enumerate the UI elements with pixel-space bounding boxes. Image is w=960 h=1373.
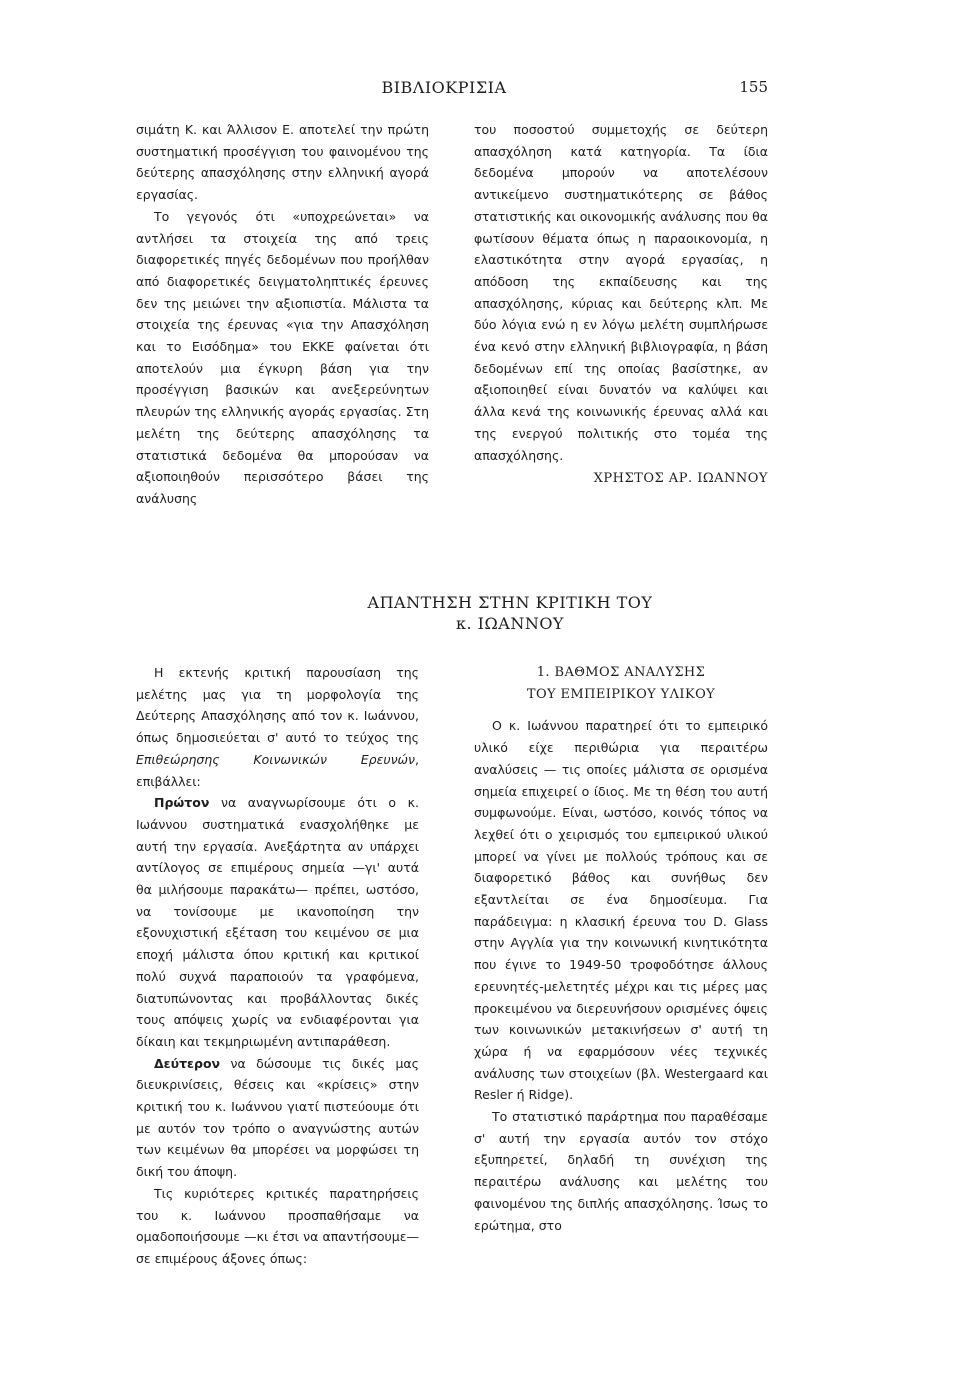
section-1-paragraph-2: Το στατιστικό παράρτημα που παραθέσαμε σ' αυτή την εργασία αυτόν τον στόχο εξυπηρετεί, δηλαδή τη συνέχιση της περαιτέρω ανάλυσης και μελέτης του φαινομένου της διπλής απασχόλησης. Ίσως το ερώτημα, στο [474, 1109, 768, 1233]
reply-paragraph-3 [136, 1053, 419, 1183]
reply-paragraph-1-text: Η εκτενής κριτική παρουσίαση της μελέτης μας για τη μορφολογία της Δεύτερης Απασχόλησης από τον κ. Ιωάννου, όπως δημοσιεύεται σ' αυτό το τεύχος της [136, 665, 419, 746]
reply-title [180, 592, 840, 634]
second-point-label: Δεύτερον [154, 1055, 221, 1071]
reply-title-line-1: ΑΠΑΝΤΗΣΗ ΣΤΗΝ ΚΡΙΤΙΚΗ ΤΟΥ [367, 593, 653, 612]
review-paragraph-2: Το γεγονός ότι «υποχρεώνεται» να αντλήσει τα στοιχεία της από τρεις διαφορετικές πηγές δεδομένων που προήλθαν από διαφορετικές δειγματοληπτικές έρευνες δεν της μειώνει την αξιοπιστία. Μάλιστα τα στοιχεία της έρευνας «για την Απασχόληση και το Εισόδημα» του ΕΚΚΕ φαίνεται ότι αποτελούν μια έγκυρη βάση για την προσέγγιση βασικών και ανεξερεύνητων πλευρών της ελληνικής αγοράς εργασίας. Στη μελέτη της δεύτερης απασχόλησης τα στατιστικά δεδομένα θα μπορούσαν να αξιοποιηθούν περισσότερο βάσει της ανάλυσης [136, 208, 429, 506]
review-right-column [474, 119, 768, 490]
reply-paragraph-2 [136, 792, 419, 1052]
section-name: ΒΙΒΛΙΟΚΡΙΣΙΑ [381, 78, 507, 97]
reply-paragraph-4: Τις κυριότερες κριτικές παρατηρήσεις του κ. Ιωάννου προσπαθήσαμε να ομαδοποιήσουμε —κι έτσι να απαντήσουμε— σε επιμέρους άξονες όπως: [136, 1185, 419, 1266]
section-1-heading [474, 662, 768, 705]
section-1-heading-line-2: ΤΟΥ ΕΜΠΕΙΡΙΚΟΥ ΥΛΙΚΟΥ [526, 686, 716, 702]
reply-title-line-2: κ. ΙΩΑΝΝΟΥ [456, 614, 564, 633]
reviewer-signature: ΧΡΗΣΤΟΣ ΑΡ. ΙΩΑΝΝΟΥ [593, 471, 768, 487]
first-point-text: να αναγνωρίσουμε ότι ο κ. Ιωάννου συστηματικά ενασχολήθηκε με αυτή την εργασία. Ανεξάρτητα αν υπάρχει αντίλογος σε επιμέρους σημεία —γι' αυτά θα μιλήσουμε παρακάτω— πρέπει, ωστόσο, να τονίσουμε με ικανοποίηση την εξονυχιστική εξέταση του κειμένου σε μια εποχή μάλιστα όπου κριτική και κριτικοί πολύ συχνά παραποιούν τα γραφόμενα, διατυπώνοντας και προβάλλοντας δικές τους απόψεις χωρίς να ενδιαφέρονται για δίκαιη και τεκμηριωμένη αντιπαράθεση. [136, 795, 419, 1049]
section-1-heading-line-1: 1. ΒΑΘΜΟΣ ΑΝΑΛΥΣΗΣ [536, 665, 706, 680]
reply-left-column [136, 662, 419, 1270]
second-point-text: να δώσουμε τις δικές μας διευκρινίσεις, θέσεις και «κρίσεις» στην κριτική του κ. Ιωάννου γιατί πιστεύουμε ότι με αυτόν τον τρόπο ο αναγνώστης αυτών των κειμένων θα μπορέσει να μορφώσει τη δική του άποψη. [136, 1055, 419, 1180]
first-point-label: Πρώτον [154, 795, 210, 811]
reply-right-column [474, 662, 768, 1236]
page-number: 155 [739, 78, 768, 96]
reply-paragraph-1 [136, 662, 419, 792]
review-paragraph-1: σιμάτη Κ. και Άλλισον Ε. αποτελεί την πρώτη συστηματική προσέγγιση του φαινομένου της δεύτερης απασχόλησης στην ελληνική αγορά εργασίας. [136, 122, 429, 203]
journal-title: Επιθεώρησης Κοινωνικών Ερευνών [136, 751, 416, 767]
reply-paragraph-1-end: , επιβάλλει: [136, 751, 419, 789]
review-paragraph-3: του ποσοστού συμμετοχής σε δεύτερη απασχόληση κατά κατηγορία. Τα ίδια δεδομένα μπορούν να αποτελέσουν αντικείμενο συστηματικότερης σε βάθος στατιστικής και οικονομικής ανάλυσης που θα φωτίσουν θέματα όπως η παραοικονομία, η ελαστικότητα στην αγορά εργασίας, η απόδοση της εκπαίδευσης και της απασχόλησης, κύριας και δεύτερης κλπ. Με δύο λόγια ενώ η εν λόγω μελέτη συμπλήρωσε ένα κενό στην ελληνική βιβλιογραφία, η βάση δεδομένων επί της οποίας βασίστηκε, αν αξιοποιηθεί είναι δυνατόν να καλύψει και άλλα κενά της κοινωνικής έρευνας αλλά και της ενεργού πολιτικής στο τομέα της απασχόλησης. [474, 122, 768, 463]
running-head [120, 80, 768, 104]
review-left-column [136, 119, 429, 510]
section-1-paragraph-1: Ο κ. Ιωάννου παρατηρεί ότι το εμπειρικό υλικό είχε περιθώρια για περαιτέρω αναλύσεις — τις οποίες μάλιστα σε ορισμένα σημεία επιχειρεί ο ίδιος. Με τη θέση του αυτή συμφωνούμε. Είναι, ωστόσο, κοινός τόπος να λεχθεί ότι ο χειρισμός του εμπειρικού υλικού μπορεί να γίνει με πολλούς τρόπους και σε διαφορετικό βάθος και συνήθως δεν εξαντλείται σε ένα δημοσίευμα. Για παράδειγμα: η κλασική έρευνα του D. Glass στην Αγγλία για την κοινωνική κινητικότητα που έγινε το 1949-50 τροφοδότησε άλλους ερευνητές-μελετητές μέχρι και τις μέρες μας προκειμένου να διερευνήσουν ορισμένες όψεις των κοινωνικών μετακινήσεων σ' αυτή τη χώρα ή να εφαρμόσουν νέες τεχνικές ανάλυσης των στοιχείων (βλ. Westergaard και Resler ή Ridge). [474, 718, 768, 1103]
